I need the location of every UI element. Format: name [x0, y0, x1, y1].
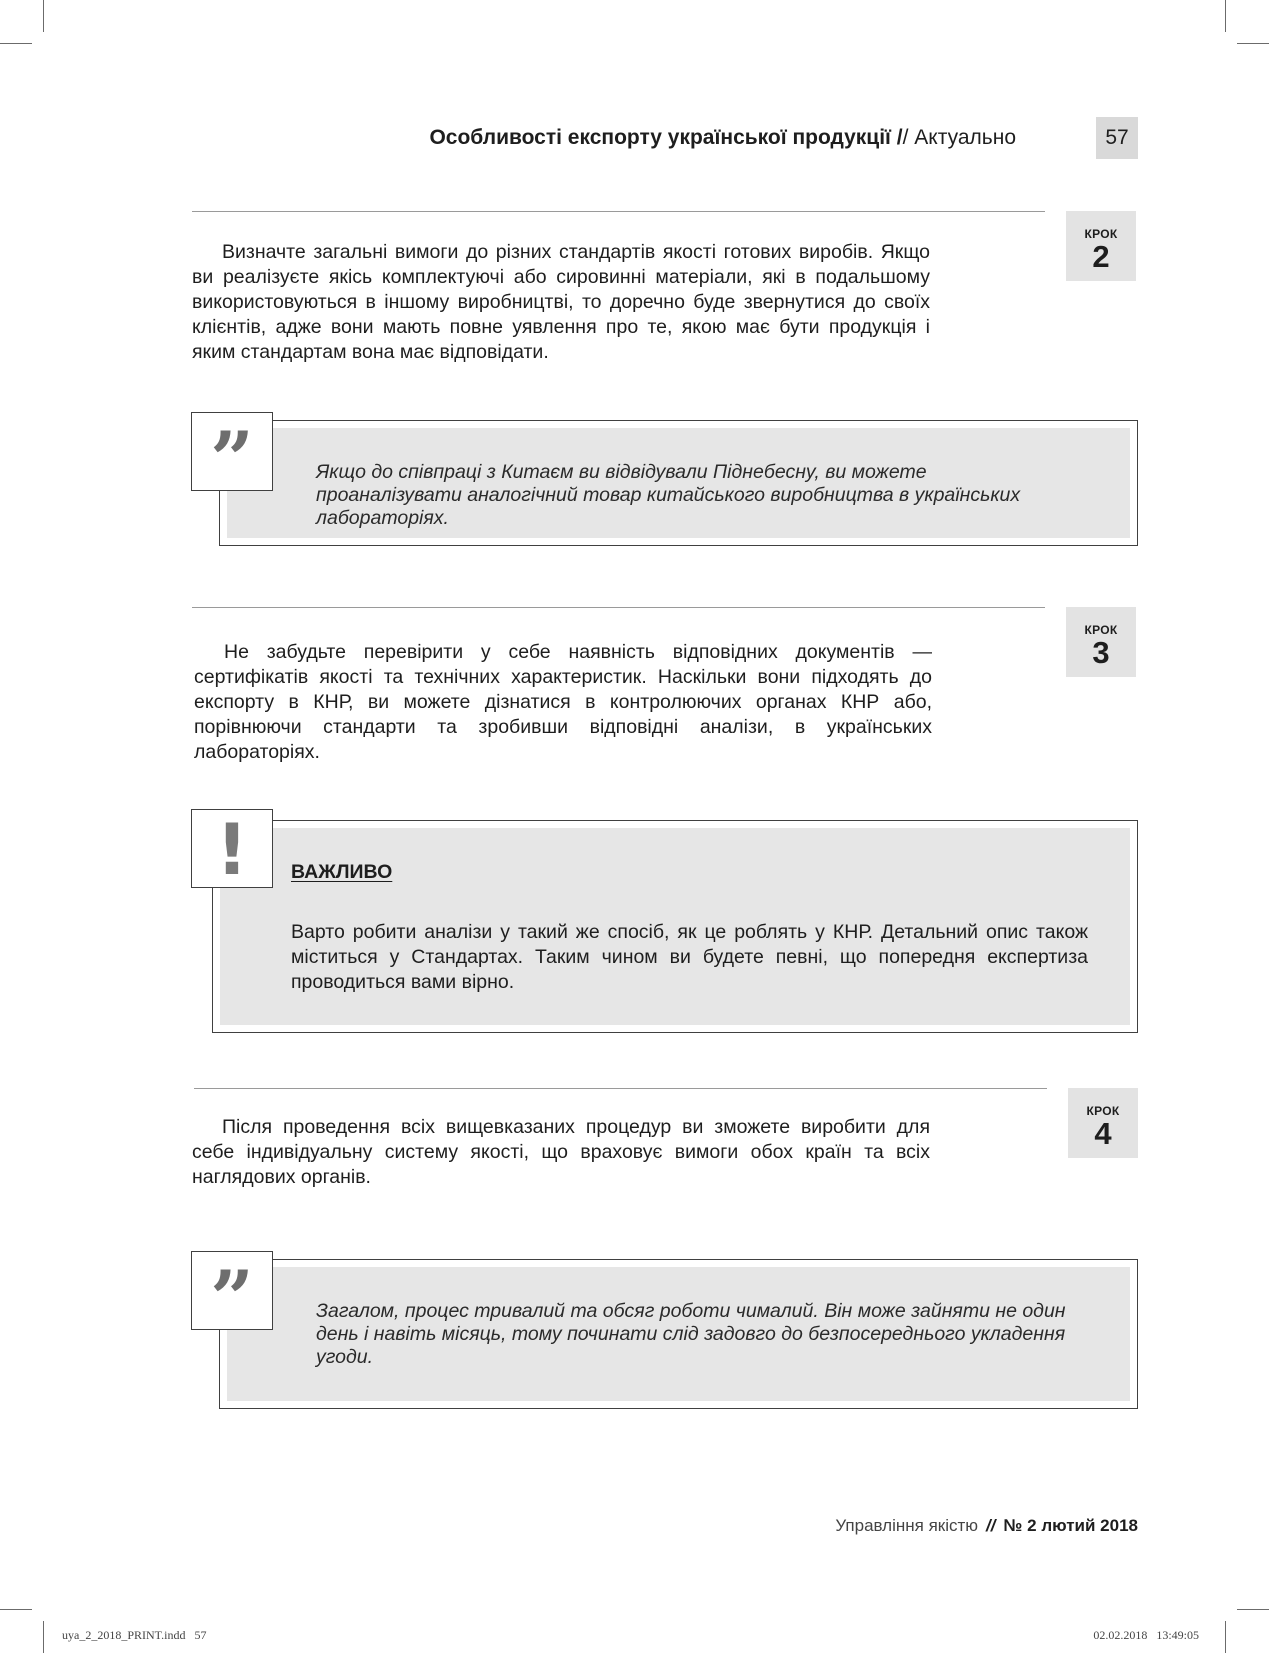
note-title: ВАЖЛИВО: [291, 861, 393, 883]
note-box: [212, 820, 1138, 1033]
step-text: Визначте загальні вимоги до різних стандартів якості готових виробів. Якщо ви реалізуєте якісь комплектуючі або сировинні матеріали, які в подальшому використовуються в іншому виробництві, то доречно буде звернутися до своїх клієнтів, адже вони мають повне уявлення про те, якою має бути продукція і яким стандартам вона має відповідати.: [192, 241, 930, 363]
page-footer: [835, 1516, 1138, 1536]
header-title: Особливості експорту української продукції /: [429, 126, 903, 149]
header-section: / Актуально: [902, 126, 1016, 149]
section-divider: [192, 211, 1045, 212]
step-label: КРОК: [1084, 623, 1118, 637]
quote-icon: ”: [191, 412, 273, 491]
exclamation-icon: !: [191, 809, 273, 888]
running-header: [429, 122, 1016, 154]
quote-text: Якщо до співпраці з Китаєм ви відвідували Піднебесну, ви можете проаналізувати аналогічний товар китайського виробництва в українських лабораторіях.: [316, 461, 1021, 529]
print-slug-file: uya_2_2018_PRINT.indd 57: [62, 1628, 207, 1642]
issue-number: № 2 лютий 2018: [1003, 1516, 1138, 1535]
step-text: Після проведення всіх вищевказаних процедур ви зможете виробити для себе індивідуальну систему якості, що враховує вимоги обох країн та всіх наглядових органів.: [192, 1116, 930, 1188]
quote-icon: ”: [191, 1251, 273, 1330]
step-badge: [1066, 211, 1136, 281]
crop-mark: [0, 1609, 32, 1610]
step-number: 3: [1092, 635, 1110, 670]
section-divider: [194, 1088, 1047, 1089]
note-text: Варто робити аналізи у такий же спосіб, як це роблять у КНР. Детальний опис також міститься у Стандартах. Таким чином ви будете певні, що попередня експертиза проводиться вами вірно.: [291, 921, 1088, 993]
crop-mark: [43, 0, 44, 32]
footer-separator: //: [986, 1516, 996, 1535]
crop-mark: [0, 43, 32, 44]
page-number: 57: [1096, 117, 1138, 159]
print-slug-datetime: 02.02.2018 13:49:05: [1093, 1628, 1199, 1642]
crop-mark: [1225, 0, 1226, 32]
section-divider: [192, 607, 1045, 608]
step-number: 2: [1092, 239, 1110, 274]
quote-box: [219, 1259, 1138, 1409]
step-label: КРОК: [1084, 227, 1118, 241]
crop-mark: [1237, 43, 1269, 44]
step-label: КРОК: [1086, 1104, 1120, 1118]
step-badge: [1066, 607, 1136, 677]
step-number: 4: [1094, 1116, 1112, 1151]
crop-mark: [1225, 1621, 1226, 1653]
step-text: Не забудьте перевірити у себе наявність відповідних документів — сертифікатів якості та технічних характеристик. Наскільки вони підходять до експорту в КНР, ви можете дізнатися в контролюючих органах КНР або, порівнюючи стандарти та зробивши відповідні аналізи, в українських лабораторіях.: [194, 641, 932, 763]
quote-box: [219, 420, 1138, 546]
step-badge: [1068, 1088, 1138, 1158]
crop-mark: [1237, 1609, 1269, 1610]
quote-text: Загалом, процес тривалий та обсяг роботи чималий. Він може зайняти не один день і навіть місяць, тому починати слід задовго до безпосереднього укладення угоди.: [316, 1300, 1066, 1368]
journal-name: Управління якістю: [835, 1516, 979, 1535]
crop-mark: [43, 1621, 44, 1653]
